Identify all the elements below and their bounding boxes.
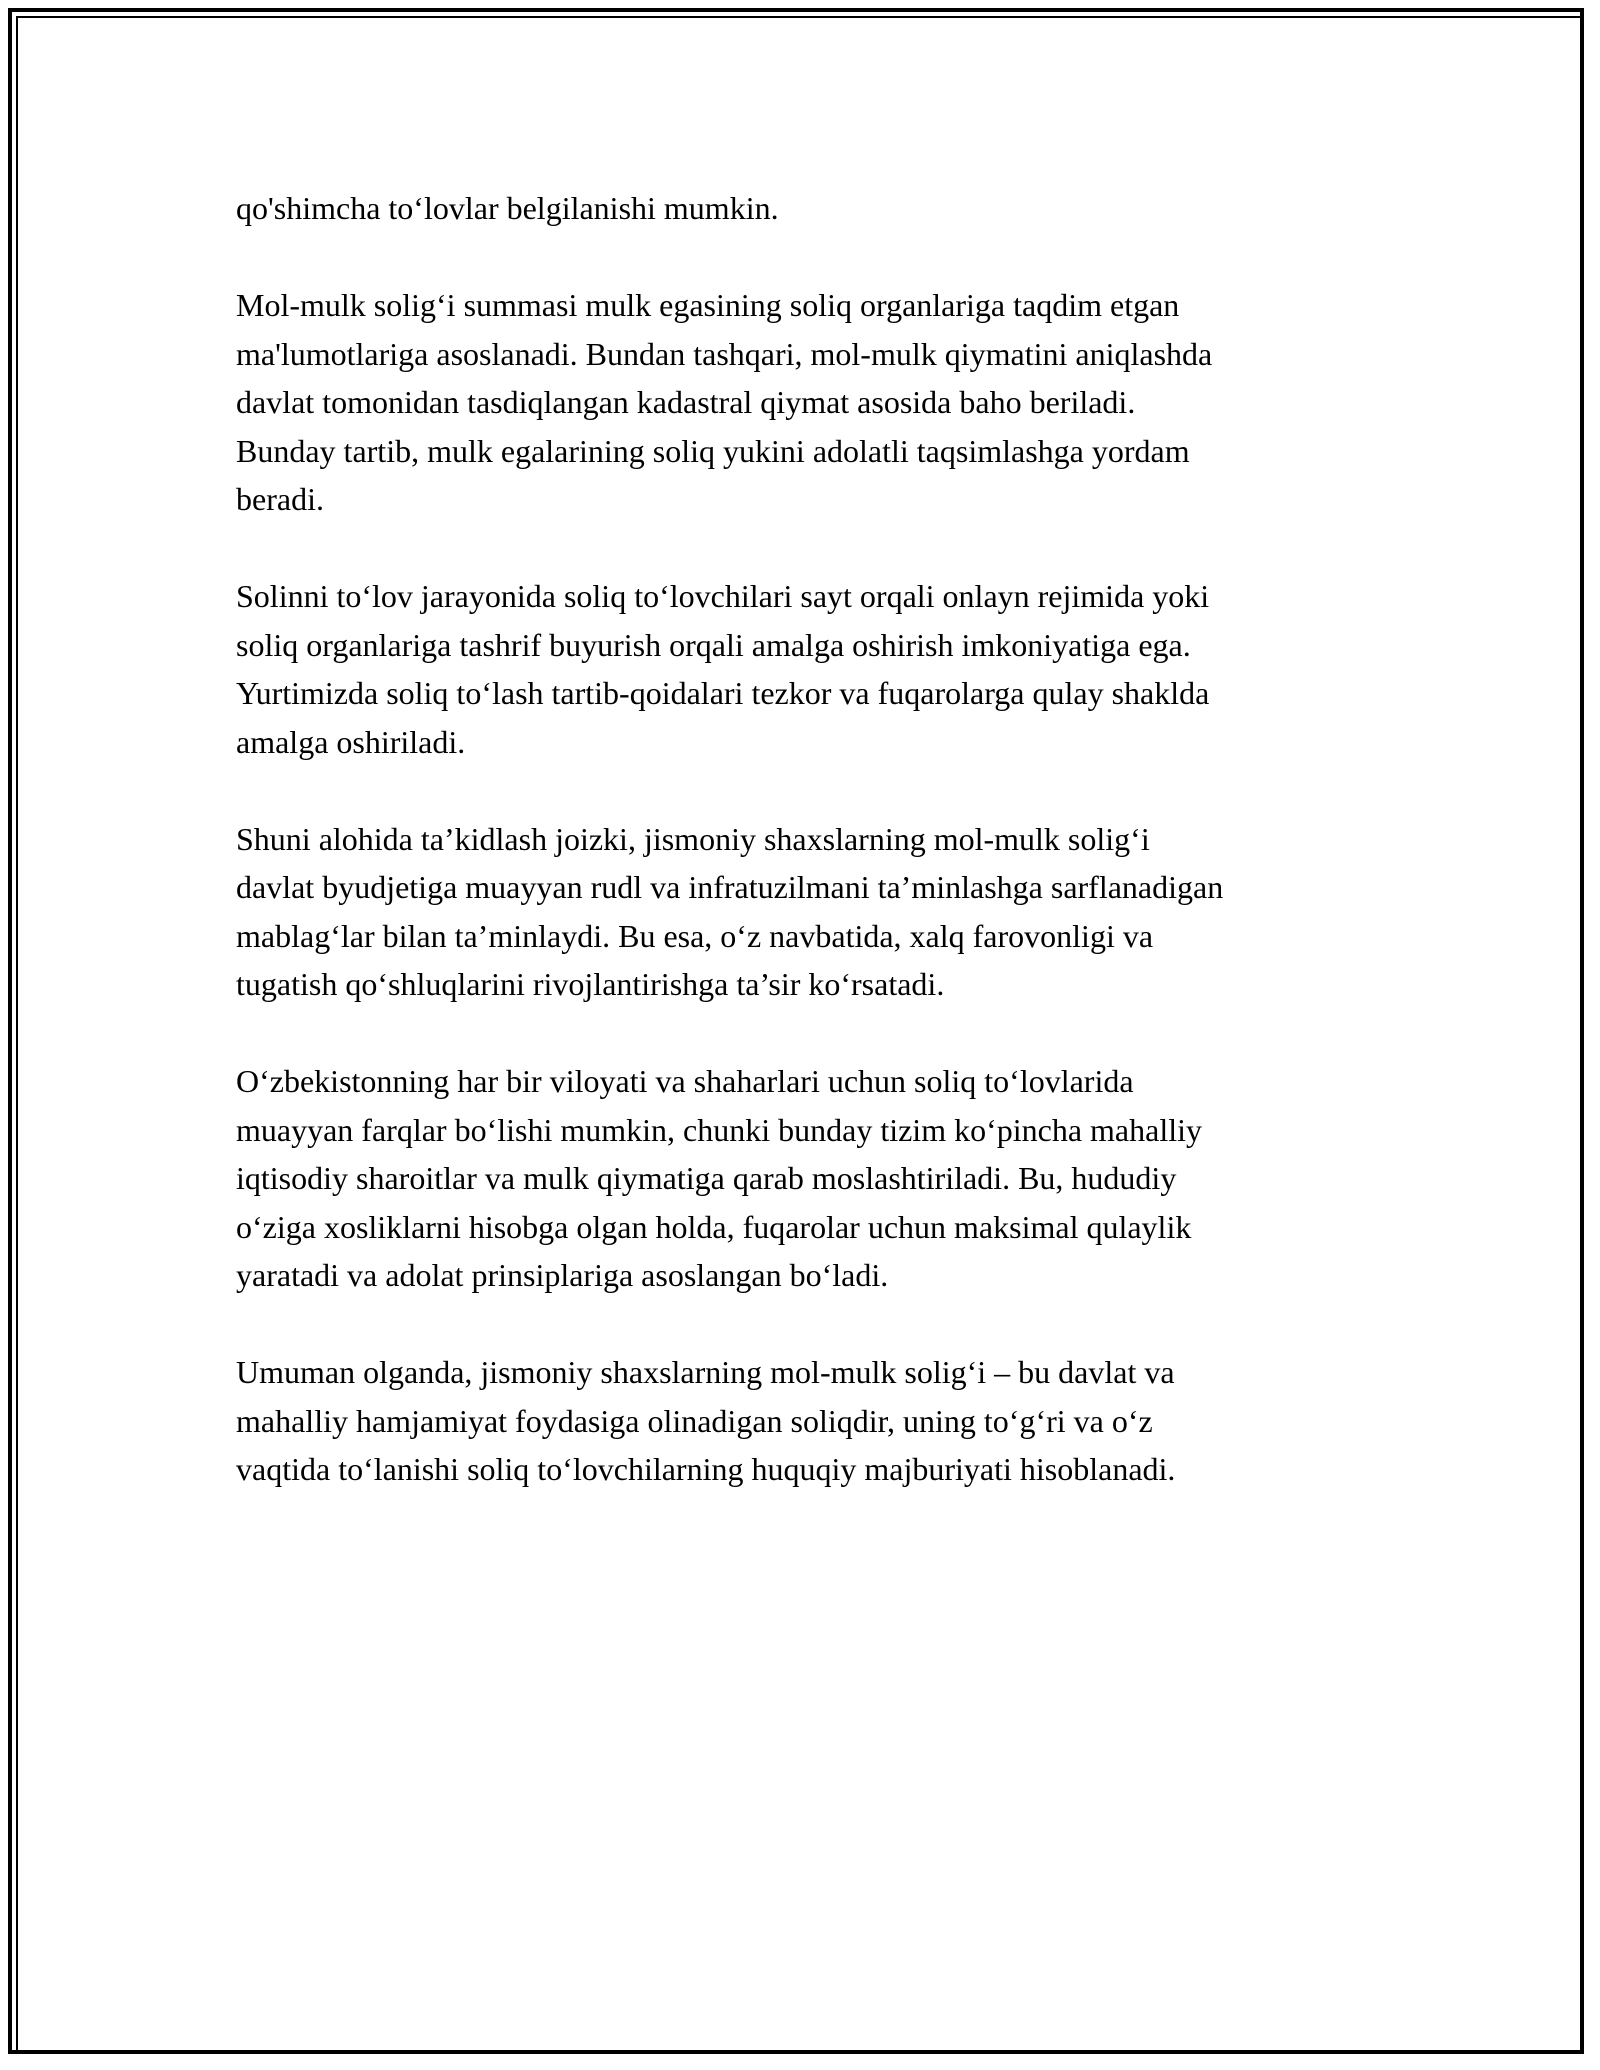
- paragraph-property-tax-basis: Mol-mulk solig‘i summasi mulk egasining soliq organlariga taqdim etgan ma'lumotlariga asoslanadi. Bundan tashqari, mol-mulk qiymatini aniqlashda davlat tomonidan tasdiqlangan kadastral qiymat asosida baho beriladi. Bunday tartib, mulk egalarining soliq yukini adolatli taqsimlashga yordam beradi.: [236, 287, 1213, 517]
- paragraph-budget-contribution: Shuni alohida ta’kidlash joizki, jismoniy shaxslarning mol-mulk solig‘i davlat byudjetiga muayyan rudl va infratuzilmani ta’minlashga sarflanadigan mablag‘lar bilan ta’minlaydi. Bu esa, o‘z navbatida, xalq farovonligi va tugatish qo‘shluqlarini rivojlantirishga ta’sir ko‘rsatadi.: [236, 820, 1224, 1002]
- paragraph-payment-process: Solinni to‘lov jarayonida soliq to‘lovchilari sayt orqali onlayn rejimida yoki soliq organlariga tashrif buyurish orqali amalga oshirish imkoniyatiga ega. Yurtimizda soliq to‘lash tartib-qoidalari tezkor va fuqarolarga qulay shaklda amalga oshiriladi.: [236, 578, 1210, 760]
- paragraph-conclusion: Umuman olganda, jismoniy shaxslarning mol-mulk solig‘i – bu davlat va mahalliy hamjamiyat foydasiga olinadigan soliqdir, uning to‘g‘ri va o‘z vaqtida to‘lanishi soliq to‘lovchilarning huquqiy majburiyati hisoblanadi.: [236, 1354, 1176, 1487]
- document-body: [236, 184, 1386, 1542]
- paragraph-continuation: qo'shimcha to‘lovlar belgilanishi mumkin.: [236, 190, 779, 226]
- paragraph-regional-differences: O‘zbekistonning har bir viloyati va shaharlari uchun soliq to‘lovlarida muayyan farqlar bo‘lishi mumkin, chunki bunday tizim ko‘pincha mahalliy iqtisodiy sharoitlar va mulk qiymatiga qarab moslashtiriladi. Bu, hududiy o‘ziga xosliklarni hisobga olgan holda, fuqarolar uchun maksimal qulaylik yaratadi va adolat prinsiplariga asoslangan bo‘ladi.: [236, 1063, 1202, 1293]
